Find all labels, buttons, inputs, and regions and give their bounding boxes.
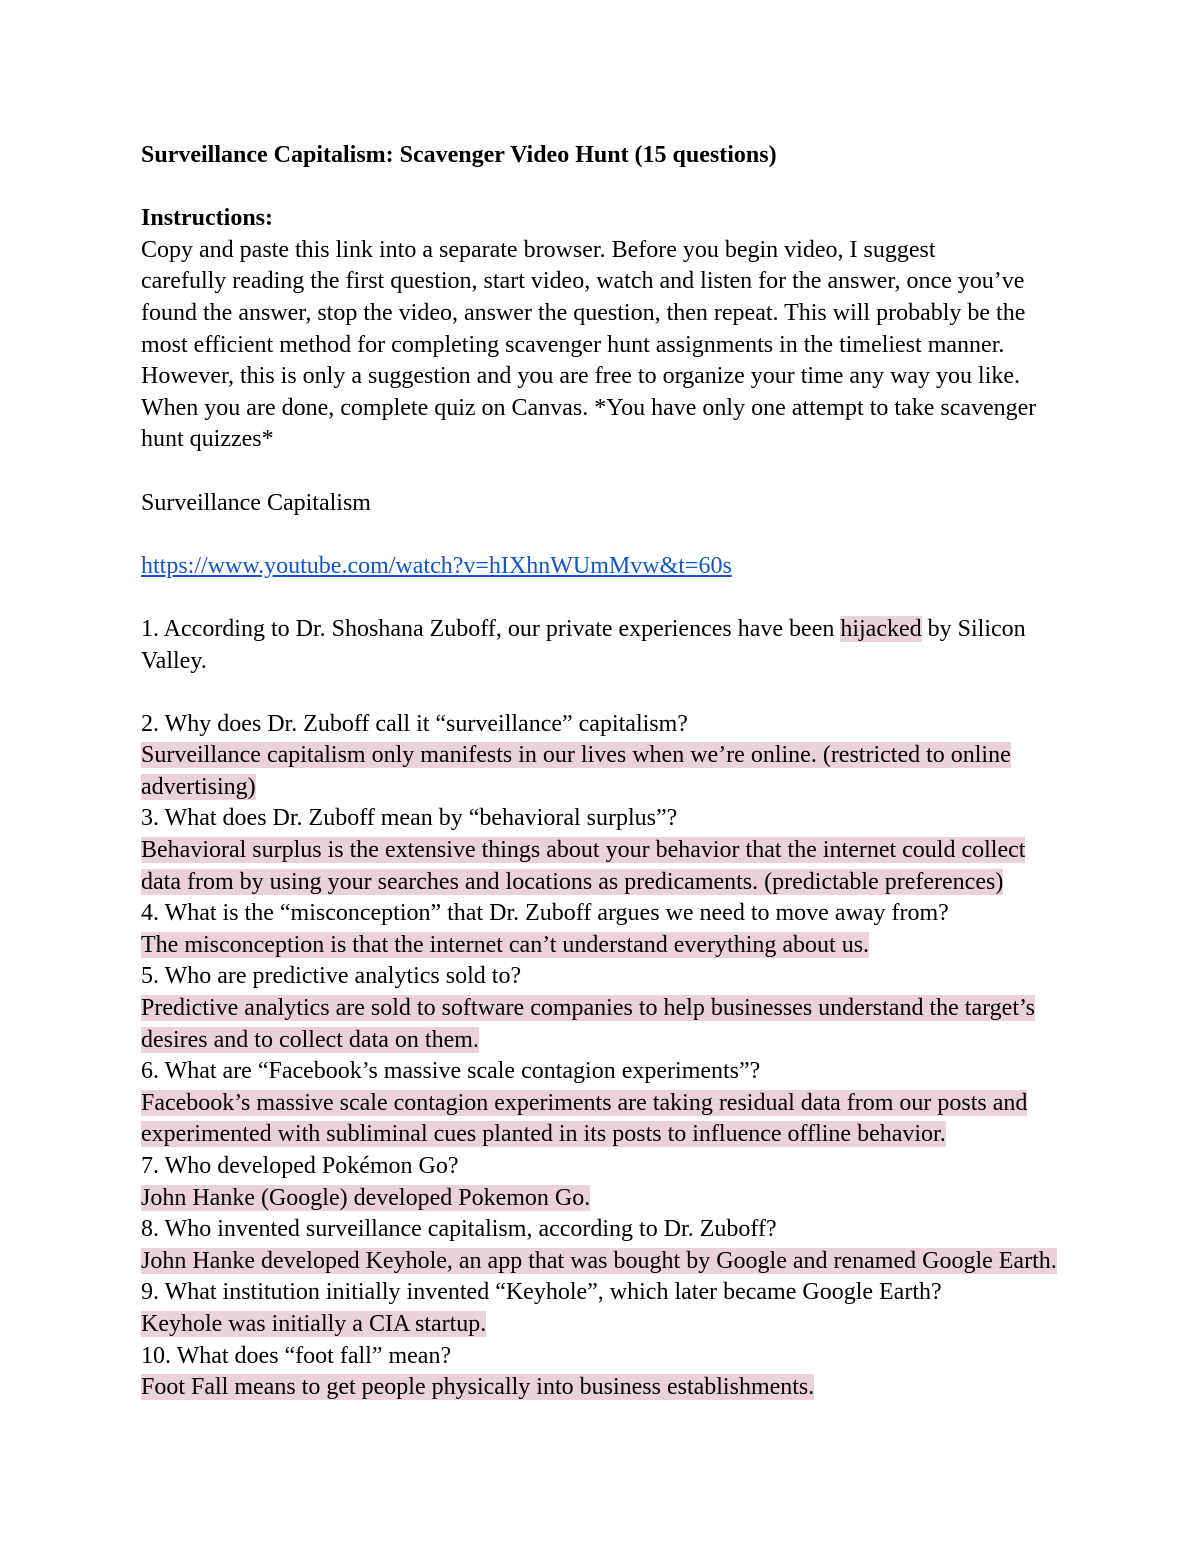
answer-line	[141, 1309, 1181, 1341]
video-link-line	[141, 551, 1181, 583]
answer-text: data from by using your searches and locations as predicaments. (predictable preferences)	[141, 868, 1004, 895]
question-1-text-end: by Silicon	[921, 615, 1026, 642]
instructions-line: When you are done, complete quiz on Canvas. *You have only one attempt to take scavenger	[141, 394, 1037, 421]
question-1-answer: hijacked	[840, 615, 922, 642]
question-text: 2. Why does Dr. Zuboff call it “surveillance” capitalism?	[141, 710, 688, 737]
instructions-line: most efficient method for completing scavenger hunt assignments in the timeliest manner.	[141, 331, 1005, 358]
answer-line	[141, 1088, 1181, 1120]
spacer	[141, 519, 1181, 551]
instructions-line: hunt quizzes*	[141, 426, 274, 453]
answer-text: John Hanke developed Keyhole, an app that was bought by Google and renamed Google Earth.	[141, 1247, 1057, 1274]
answer-text: The misconception is that the internet can’t understand everything about us.	[141, 931, 870, 958]
answer-line	[141, 930, 1181, 962]
question-text: 8. Who invented surveillance capitalism, according to Dr. Zuboff?	[141, 1216, 777, 1243]
question-text: 5. Who are predictive analytics sold to?	[141, 963, 522, 990]
video-title: Surveillance Capitalism	[141, 489, 371, 516]
answer-line	[141, 835, 1181, 867]
question-1-line	[141, 614, 1181, 646]
question-2	[141, 709, 1181, 804]
question-10	[141, 1341, 1181, 1404]
instructions-line: Copy and paste this link into a separate browser. Before you begin video, I suggest	[141, 236, 936, 263]
spacer	[141, 456, 1181, 488]
answer-text: Surveillance capitalism only manifests in our lives when we’re online. (restricted to online	[141, 742, 1011, 769]
answer-text: Foot Fall means to get people physically into business establishments.	[141, 1374, 815, 1401]
answer-line	[141, 1025, 1181, 1057]
spacer	[141, 172, 1181, 204]
answer-line	[141, 993, 1181, 1025]
instructions-line: However, this is only a suggestion and you are free to organize your time any way you like.	[141, 363, 1021, 390]
answer-line	[141, 1119, 1181, 1151]
question-text: 6. What are “Facebook’s massive scale contagion experiments”?	[141, 1058, 761, 1085]
question-text: 9. What institution initially invented “Keyhole”, which later became Google Earth?	[141, 1279, 942, 1306]
instructions-line: carefully reading the first question, start video, watch and listen for the answer, once you’ve	[141, 268, 1025, 295]
answer-line	[141, 867, 1181, 899]
document-title: Surveillance Capitalism: Scavenger Video Hunt (15 questions)	[141, 142, 777, 168]
question-9	[141, 1277, 1181, 1340]
question-text: 7. Who developed Pokémon Go?	[141, 1153, 459, 1179]
answer-text: experimented with subliminal cues planted in its posts to influence offline behavior.	[141, 1121, 946, 1148]
question-1-text: 1. According to Dr. Shoshana Zuboff, our private experiences have been	[141, 615, 841, 642]
question-7	[141, 1151, 1181, 1214]
answer-line	[141, 1246, 1181, 1278]
answer-text: advertising)	[141, 773, 256, 800]
answer-line	[141, 1372, 1181, 1404]
answer-line	[141, 1183, 1181, 1215]
answer-line	[141, 740, 1181, 772]
spacer	[141, 582, 1181, 614]
answer-line	[141, 772, 1181, 804]
question-8	[141, 1214, 1181, 1277]
question-4	[141, 898, 1181, 961]
answer-text: Keyhole was initially a CIA startup.	[141, 1310, 487, 1337]
answer-text: John Hanke (Google) developed Pokemon Go.	[141, 1184, 591, 1211]
answer-text: Facebook’s massive scale contagion experiments are taking residual data from our posts and	[141, 1089, 1028, 1116]
answer-text: Behavioral surplus is the extensive things about your behavior that the internet could collect	[141, 837, 1026, 864]
spacer	[141, 677, 1181, 709]
question-1-line-2: Valley.	[141, 647, 207, 674]
answer-text: desires and to collect data on them.	[141, 1026, 479, 1053]
answer-text: Predictive analytics are sold to software companies to help businesses understand the target’s	[141, 995, 1035, 1022]
question-5	[141, 961, 1181, 1056]
instructions-paragraph	[141, 235, 1181, 456]
video-link[interactable]: https://www.youtube.com/watch?v=hIXhnWUmMvw&t=60s	[141, 552, 732, 579]
question-6	[141, 1056, 1181, 1151]
question-1	[141, 614, 1181, 677]
question-text: 10. What does “foot fall” mean?	[141, 1342, 452, 1369]
question-text: 4. What is the “misconception” that Dr. Zuboff argues we need to move away from?	[141, 900, 949, 927]
question-text: 3. What does Dr. Zuboff mean by “behavioral surplus”?	[141, 805, 678, 832]
question-3	[141, 803, 1181, 898]
instructions-line: found the answer, stop the video, answer the question, then repeat. This will probably be the	[141, 299, 1026, 326]
document-page	[141, 140, 1181, 1404]
instructions-heading: Instructions:	[141, 205, 274, 232]
